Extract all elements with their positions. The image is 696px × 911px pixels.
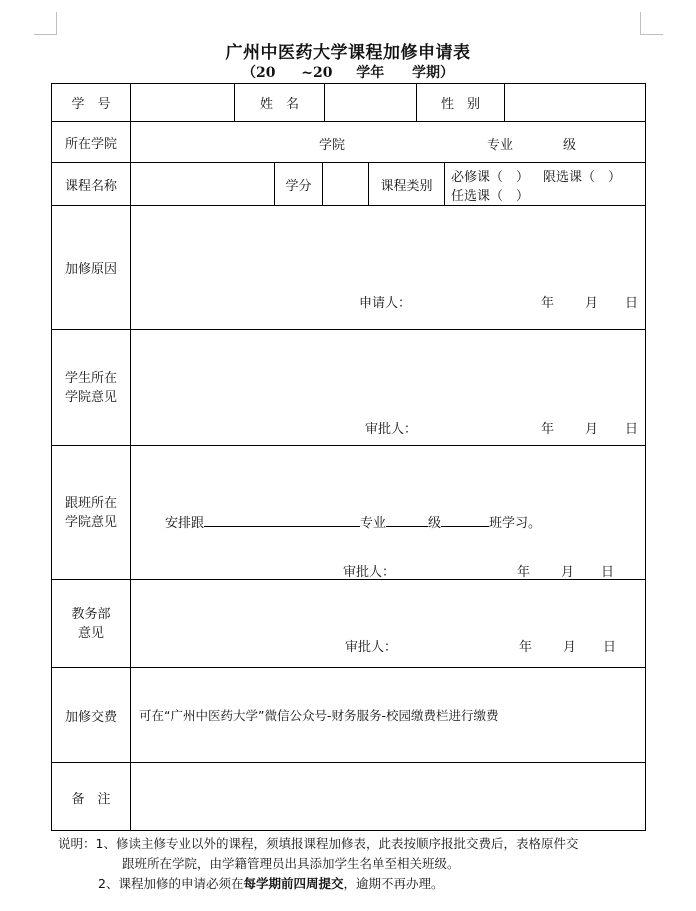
note-2: 2、课程加修的申请必须在每学期前四周提交，逾期不再办理。 [98, 876, 444, 891]
note-1-line-2: 跟班所在学院，由学籍管理员出具添加学生名单至相关班级。 [122, 856, 460, 871]
row-student-info [51, 83, 646, 121]
date-month: 月 [561, 565, 575, 580]
gender-label: 性 别 [417, 84, 505, 121]
student-college-opinion-field[interactable] [131, 330, 646, 445]
row-fee [51, 667, 646, 762]
approver-label: 审批人： [365, 422, 418, 437]
reason-field[interactable] [131, 206, 646, 329]
academic-affairs-label: 教务部意见 [51, 580, 131, 667]
crop-mark-top-right [640, 12, 663, 35]
required-course-option[interactable]: 必修课（ ） [451, 170, 530, 185]
form-subtitle [0, 62, 696, 82]
note-2-emphasis: 每学期前四周提交 [243, 876, 344, 891]
gender-field[interactable] [505, 84, 646, 121]
date-day: 日 [625, 422, 639, 437]
row-reason [51, 205, 646, 329]
application-form-table [51, 83, 646, 831]
grade-suffix: 级 [563, 138, 577, 153]
year-end: ~20 [301, 65, 333, 81]
row-student-college-opinion [51, 329, 646, 445]
note-1-line-1: 说明：1、修读主修专业以外的课程，须填报课程加修表，此表按顺序报批交费后，表格原件交 [58, 836, 579, 851]
date-day: 日 [601, 565, 615, 580]
date-day: 日 [625, 296, 639, 311]
date-year: 年 [517, 565, 531, 580]
student-id-field[interactable] [131, 84, 235, 121]
course-type-options [445, 163, 646, 205]
course-type-label: 课程类别 [369, 163, 445, 205]
academic-affairs-field[interactable] [131, 580, 646, 667]
academic-year-label: 学年 [356, 65, 385, 81]
applicant-label: 申请人： [359, 296, 412, 311]
follow-college-opinion-field[interactable] [131, 446, 646, 579]
student-id-label: 学 号 [51, 84, 131, 121]
class-blank[interactable] [204, 512, 360, 527]
approver-label: 审批人： [343, 565, 396, 580]
student-college-opinion-label: 学生所在学院意见 [51, 330, 131, 445]
arrangement-line: 安排跟 专业 级 班学习。 [165, 512, 541, 531]
date-month: 月 [563, 640, 577, 655]
college-suffix: 学院 [319, 138, 346, 153]
name-field[interactable] [325, 84, 417, 121]
name-label: 姓 名 [235, 84, 325, 121]
fee-instructions: 可在“广州中医药大学”微信公众号-财务服务-校园缴费栏进行缴费 [139, 708, 499, 723]
row-follow-college-opinion [51, 445, 646, 579]
semester-label: 学期） [411, 65, 454, 81]
date-day: 日 [603, 640, 617, 655]
limited-elective-option[interactable]: 限选课（ ） [543, 170, 622, 185]
date-year: 年 [541, 296, 555, 311]
free-elective-option[interactable]: 任选课（ ） [451, 189, 530, 204]
college-field[interactable] [131, 122, 646, 162]
date-month: 月 [585, 296, 599, 311]
crop-mark-top-left [34, 12, 57, 35]
fee-field [131, 668, 646, 762]
form-title: 广州中医药大学课程加修申请表 [225, 43, 471, 63]
grade-blank[interactable] [441, 512, 489, 527]
course-name-field[interactable] [131, 163, 275, 205]
major-suffix: 专业 [487, 138, 514, 153]
year-start: （20 [242, 65, 276, 81]
date-year: 年 [519, 640, 533, 655]
fee-label: 加修交费 [51, 668, 131, 762]
follow-college-opinion-label: 跟班所在学院意见 [51, 446, 131, 579]
row-college [51, 121, 646, 162]
course-name-label: 课程名称 [51, 163, 131, 205]
date-month: 月 [585, 422, 599, 437]
college-label: 所在学院 [51, 122, 131, 162]
table-bottom-border [51, 830, 646, 831]
date-year: 年 [541, 422, 555, 437]
remarks-label: 备 注 [51, 763, 131, 831]
remarks-field[interactable] [131, 763, 646, 831]
approver-label: 审批人： [345, 640, 398, 655]
notes-section [58, 834, 658, 894]
row-remarks [51, 762, 646, 831]
credit-field[interactable] [323, 163, 369, 205]
major-blank[interactable] [386, 512, 428, 527]
row-academic-affairs [51, 579, 646, 667]
credit-label: 学分 [275, 163, 323, 205]
row-course [51, 162, 646, 205]
reason-label: 加修原因 [51, 206, 131, 329]
